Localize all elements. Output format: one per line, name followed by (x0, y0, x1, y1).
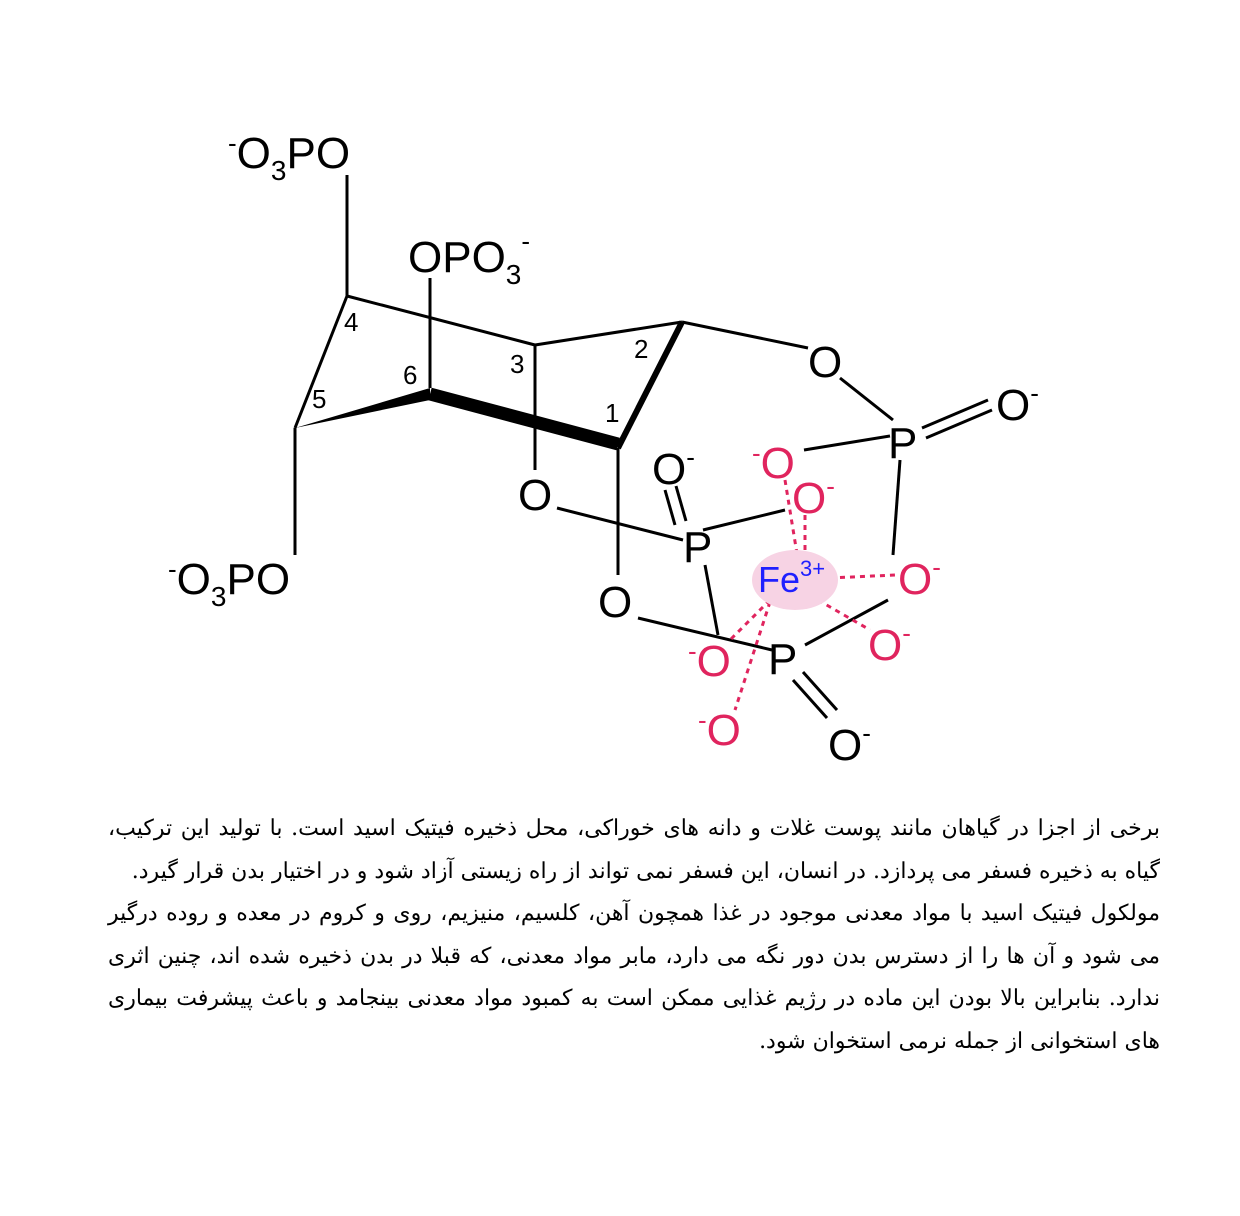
ring-number-4: 4 (344, 307, 359, 337)
oxygen-atom: O (598, 578, 633, 627)
phosphate-label-middle: $OPO_3^-$ (408, 226, 531, 290)
ligand-oxygen: -O (698, 705, 741, 755)
ring-number-2: 2 (634, 334, 649, 364)
oxygen-atom: O- (828, 718, 871, 770)
ring-number-1: 1 (605, 398, 620, 428)
phosphate-label-left: $^-O_3PO$ (168, 554, 291, 612)
phosphate-label-top: $^-O_3PO$ (228, 128, 351, 186)
ligand-oxygen: O- (868, 618, 911, 670)
ligand-oxygen: O- (898, 552, 941, 604)
oxygen-atom: O- (652, 442, 695, 494)
ligand-oxygen: -O (688, 636, 731, 686)
caption (108, 808, 1160, 1063)
oxygen-atom: O (518, 471, 553, 520)
oxygen-atom: O (808, 338, 843, 387)
phosphorus-atom: P (888, 419, 918, 468)
ligand-oxygen: O- (792, 471, 835, 523)
oxygen-atom: O- (996, 378, 1039, 430)
ring-number-3: 3 (510, 349, 525, 379)
phosphorus-atom: P (683, 523, 713, 572)
caption-paragraph: مولکول فیتیک اسید با مواد معدنی موجود در غذا همچون آهن، کلسیم، منیزیم، روی و کروم در معده و روده درگیر می شود و آن ها را از دسترس بدن دور نگه می دارد، مابر مواد معدنی، که قبلا در بدن ذخیره شده اند، چنین اثری ندارد. بنابراین بالا بودن این ماده در رژیم غذایی ممکن است به کمبود مواد معدنی بینجامد و باعث پیشرفت بیماری های استخوانی از جمله نرمی استخوان شود. (108, 901, 1161, 1054)
iron-ion: $Fe^{3+}$ (758, 556, 826, 600)
ring-number-5: 5 (312, 384, 327, 414)
ligand-oxygen: -O (752, 438, 795, 488)
caption-paragraph: برخی از اجزا در گیاهان مانند پوست غلات و دانه های خوراکی، محل ذخیره فیتیک اسید است. با تولید این ترکیب، گیاه به ذخیره فسفر می پردازد. در انسان، این فسفر نمی تواند از راه زیستی آزاد شود و در اختیار بدن قرار گیرد. (108, 816, 1160, 884)
ring-number-6: 6 (403, 360, 418, 390)
phosphorus-atom: P (768, 635, 798, 684)
